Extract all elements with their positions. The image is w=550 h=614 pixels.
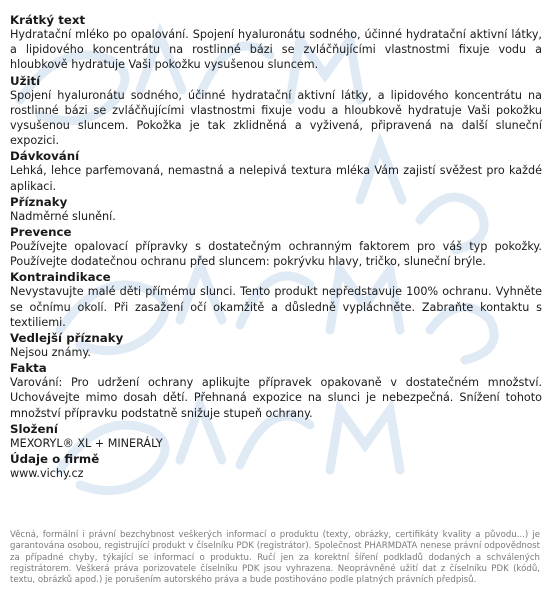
section-slozeni (10, 422, 542, 451)
section-title: Údaje o firmě (10, 452, 100, 467)
company-website-link[interactable]: www.vichy.cz (10, 467, 84, 481)
legal-disclaimer: Věcná, formální i právní bezchybnost veškerých informací o produktu (texty, obrázky, certifikáty kvality a původu...) je garantována osobou, registrující produkt v číselníku PDK (registrátor). Společnost PHARMDATA nenese právní odpovědnost za případné chyby, týkající se informací o produktu. Ručí jen za korektní šíření podkladů dodaných a schválených registrátorem. Veškerá práva porizovatele číselníku PDK jsou vyhrazena. Neoprávněné užití dat z číselníku PDK (kódů, textu, obrázků apod.) je porušením autorského práva a bude postihováno podle platných právních předpisů. (10, 530, 540, 586)
section-title: Kontraindikace (10, 270, 111, 285)
section-body: Nadměrné slunění. (10, 209, 116, 223)
section-udaje-o-firme (10, 452, 542, 481)
section-body: MEXORYL® XL + MINERÁLY (10, 436, 163, 450)
section-title: Fakta (10, 361, 47, 376)
section-title: Krátký text (10, 13, 86, 27)
section-kontraindikace (10, 270, 542, 330)
section-title: Vedlejší příznaky (10, 331, 124, 346)
section-title: Užití (10, 73, 41, 88)
section-body: Lehká, lehce parfemovaná, nemastná a nelepivá textura mléka Vám zajistí svěžest pro každé aplikaci. (10, 164, 542, 193)
section-fakta (10, 361, 542, 421)
section-title: Dávkování (10, 149, 80, 164)
section-vedlejsi-priznaky (10, 331, 542, 360)
section-body: Nejsou známy. (10, 346, 91, 360)
section-title: Složení (10, 421, 58, 436)
section-body: Varování: Pro udržení ochrany aplikujte přípravek opakovaně v dostatečném množství. Uchovávejte mimo dosah dětí. Přehnaná expozice na slunci je nebezpečná. Snížení tohoto množství přípravku podstatně snižuje stupeň ochrany. (10, 376, 542, 420)
section-body: Spojení hyaluronátu sodného, účinné hydratační aktivní látky, a lipidového koncentrátu na rostlinné bázi se zvláčňujícími vlastnostmi fixuje vodu a hloubkově hydratuje Vaši pokožku vysušenou sluncem. Pokožka je tak zklidněná a vyživená, připravená na další sluneční expozici. (10, 88, 542, 148)
section-kratky-text (10, 13, 542, 73)
section-title: Prevence (10, 225, 72, 240)
section-title: Příznaky (10, 194, 68, 209)
section-prevence (10, 225, 542, 269)
section-priznaky (10, 195, 542, 224)
section-body: Hydratační mléko po opalování. Spojení hyaluronátu sodného, účinné hydratační aktivní látky, a lipidového koncentrátu na rostlinné bázi se zvláčňujícími vlastnostmi fixuje vodu a hloubkově hydratuje Vaši pokožku vysušenou sluncem. (10, 28, 542, 72)
section-body: Nevystavujte malé děti přímému slunci. Tento produkt nepředstavuje 100% ochranu. Vyhněte se očnímu okolí. Při zasažení očí okamžitě a důsledně vypláchněte. Zabraňte kontaktu s textiliemi. (10, 285, 542, 329)
section-body: Používejte opalovací přípravky s dostatečným ochranným faktorem pro váš typ pokožky. Používejte dodatečnou ochranu před sluncem: pokrývku hlavy, tričko, sluneční brýle. (10, 240, 542, 269)
section-uziti (10, 74, 542, 149)
section-davkovani (10, 149, 542, 193)
